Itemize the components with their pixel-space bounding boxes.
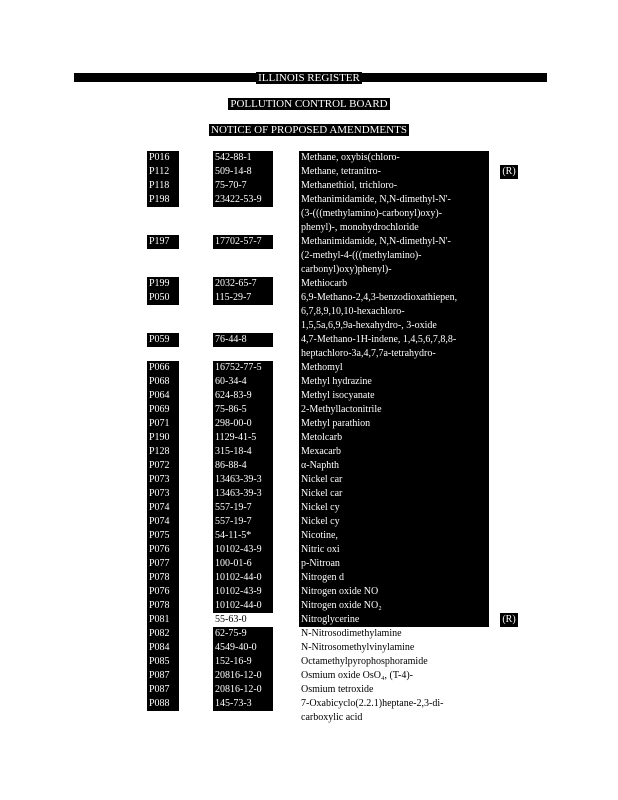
cas-number: 624-83-9 <box>213 389 273 403</box>
table-row <box>0 403 618 417</box>
substance-name-continuation: carboxylic acid <box>299 711 489 725</box>
substance-name: Osmium oxide OsO₄, (T-4)- <box>299 669 489 683</box>
cas-number: 23422-53-9 <box>213 193 273 207</box>
cas-number: 16752-77-5 <box>213 361 273 375</box>
substance-name-continuation: 6,7,8,9,10,10-hexachloro- <box>299 305 489 319</box>
waste-code: P084 <box>147 641 179 655</box>
waste-code: P082 <box>147 627 179 641</box>
substance-name: Osmium tetroxide <box>299 683 489 697</box>
waste-code: P076 <box>147 585 179 599</box>
substance-name: 2-Methyllactonitrile <box>299 403 489 417</box>
waste-code: P069 <box>147 403 179 417</box>
waste-code: P074 <box>147 515 179 529</box>
cas-number: 20816-12-0 <box>213 669 273 683</box>
substance-name: α-Naphth <box>299 459 489 473</box>
waste-code: P050 <box>147 291 179 305</box>
cas-number: 315-18-4 <box>213 445 273 459</box>
substance-name: Nickel car <box>299 487 489 501</box>
table-row <box>0 599 618 613</box>
cas-number: 115-29-7 <box>213 291 273 305</box>
table-row <box>0 571 618 585</box>
cas-number: 10102-44-0 <box>213 599 273 613</box>
waste-code: P078 <box>147 571 179 585</box>
waste-code: P076 <box>147 543 179 557</box>
waste-code: P066 <box>147 361 179 375</box>
table-row <box>0 179 618 193</box>
waste-code: P075 <box>147 529 179 543</box>
waste-code: P059 <box>147 333 179 347</box>
waste-code: P072 <box>147 459 179 473</box>
substance-name: Mexacarb <box>299 445 489 459</box>
cas-number: 557-19-7 <box>213 501 273 515</box>
cas-number: 55-63-0 <box>213 613 273 627</box>
cas-number: 75-86-5 <box>213 403 273 417</box>
substance-name: 6,9-Methano-2,4,3-benzodioxathiepen, <box>299 291 489 305</box>
substance-name: 7-Oxabicyclo(2.2.1)heptane-2,3-di- <box>299 697 489 711</box>
table-row <box>0 235 618 249</box>
notice-title-text: NOTICE OF PROPOSED AMENDMENTS <box>211 124 407 136</box>
waste-code: P088 <box>147 697 179 711</box>
substance-name-continuation: (3-(((methylamino)-carbonyl)oxy)- <box>299 207 489 221</box>
substance-name: Methanimidamide, N,N-dimethyl-N'- <box>299 235 489 249</box>
table-row <box>0 585 618 599</box>
table-row <box>0 613 618 627</box>
cas-number: 54-11-5* <box>213 529 273 543</box>
waste-code: P198 <box>147 193 179 207</box>
substance-name: Methanimidamide, N,N-dimethyl-N'- <box>299 193 489 207</box>
cas-number: 20816-12-0 <box>213 683 273 697</box>
substance-name: Nitroglycerine <box>299 613 489 627</box>
substance-name: p-Nitroan <box>299 557 489 571</box>
table-row <box>0 487 618 501</box>
substance-name-continuation: 1,5,5a,6,9,9a-hexahydro-, 3-oxide <box>299 319 489 333</box>
cas-number: 10102-43-9 <box>213 585 273 599</box>
table-row <box>0 543 618 557</box>
table-row <box>0 165 618 179</box>
register-title-text: ILLINOIS REGISTER <box>258 72 360 84</box>
table-row <box>0 445 618 459</box>
substance-name: Nitric oxi <box>299 543 489 557</box>
table-row <box>0 627 618 641</box>
cas-number: 17702-57-7 <box>213 235 273 249</box>
substance-name: Octamethylpyrophosphoramide <box>299 655 489 669</box>
cas-number: 10102-44-0 <box>213 571 273 585</box>
cas-number: 4549-40-0 <box>213 641 273 655</box>
cas-number: 86-88-4 <box>213 459 273 473</box>
table-row <box>0 431 618 445</box>
cas-number: 557-19-7 <box>213 515 273 529</box>
substance-name: Nickel car <box>299 473 489 487</box>
board-title-text: POLLUTION CONTROL BOARD <box>230 98 388 110</box>
waste-code: P087 <box>147 683 179 697</box>
substance-name: Methane, oxybis(chloro- <box>299 151 489 165</box>
table-row <box>0 683 618 697</box>
waste-code: P112 <box>147 165 179 179</box>
waste-code: P077 <box>147 557 179 571</box>
waste-code: P081 <box>147 613 179 627</box>
substance-name-continuation: heptachloro-3a,4,7,7a-tetrahydro- <box>299 347 489 361</box>
cas-number: 509-14-8 <box>213 165 273 179</box>
waste-code: P085 <box>147 655 179 669</box>
table-row <box>0 529 618 543</box>
table-row <box>0 501 618 515</box>
reactive-mark: (R) <box>500 165 518 179</box>
waste-code: P078 <box>147 599 179 613</box>
substance-name: Nickel cy <box>299 515 489 529</box>
table-row <box>0 515 618 529</box>
substance-name: Methyl parathion <box>299 417 489 431</box>
waste-code: P016 <box>147 151 179 165</box>
substance-name-continuation: phenyl)-, monohydrochloride <box>299 221 489 235</box>
substance-name: N-Nitrosodimethylamine <box>299 627 489 641</box>
table-row <box>0 417 618 431</box>
substance-name: Nitrogen oxide NO₂ <box>299 599 489 613</box>
board-title <box>0 98 618 110</box>
substance-name: Metolcarb <box>299 431 489 445</box>
waste-code: P073 <box>147 473 179 487</box>
cas-number: 1129-41-5 <box>213 431 273 445</box>
cas-number: 62-75-9 <box>213 627 273 641</box>
cas-number: 13463-39-3 <box>213 473 273 487</box>
table-row <box>0 291 618 305</box>
substance-name: 4,7-Methano-1H-indene, 1,4,5,6,7,8,8- <box>299 333 489 347</box>
table-row <box>0 389 618 403</box>
table-row <box>0 557 618 571</box>
table-row <box>0 697 618 711</box>
cas-number: 298-00-0 <box>213 417 273 431</box>
waste-code: P073 <box>147 487 179 501</box>
table-row <box>0 333 618 347</box>
table-row <box>0 277 618 291</box>
waste-code: P071 <box>147 417 179 431</box>
table-row <box>0 193 618 207</box>
waste-code: P068 <box>147 375 179 389</box>
table-row <box>0 151 618 165</box>
table-row <box>0 375 618 389</box>
waste-code: P128 <box>147 445 179 459</box>
notice-title <box>0 124 618 136</box>
table-row <box>0 669 618 683</box>
substance-name: Nickel cy <box>299 501 489 515</box>
table-row <box>0 655 618 669</box>
waste-code: P197 <box>147 235 179 249</box>
substance-name: Nicotine, <box>299 529 489 543</box>
substance-name-continuation: (2-methyl-4-(((methylamino)- <box>299 249 489 263</box>
register-title <box>0 72 618 84</box>
table-row <box>0 459 618 473</box>
cas-number: 13463-39-3 <box>213 487 273 501</box>
substance-name: Methanethiol, trichloro- <box>299 179 489 193</box>
cas-number: 542-88-1 <box>213 151 273 165</box>
substance-name: Methane, tetranitro- <box>299 165 489 179</box>
cas-number: 76-44-8 <box>213 333 273 347</box>
waste-code: P190 <box>147 431 179 445</box>
cas-number: 145-73-3 <box>213 697 273 711</box>
waste-code: P199 <box>147 277 179 291</box>
cas-number: 100-01-6 <box>213 557 273 571</box>
substance-name: Nitrogen d <box>299 571 489 585</box>
table-row <box>0 473 618 487</box>
cas-number: 2032-65-7 <box>213 277 273 291</box>
cas-number: 152-16-9 <box>213 655 273 669</box>
cas-number: 10102-43-9 <box>213 543 273 557</box>
waste-code: P064 <box>147 389 179 403</box>
waste-code: P118 <box>147 179 179 193</box>
table-row <box>0 641 618 655</box>
substance-name-continuation: carbonyl)oxy)phenyl)- <box>299 263 489 277</box>
cas-number: 60-34-4 <box>213 375 273 389</box>
waste-code: P087 <box>147 669 179 683</box>
cas-number: 75-70-7 <box>213 179 273 193</box>
substance-name: Methiocarb <box>299 277 489 291</box>
substance-name: Methyl isocyanate <box>299 389 489 403</box>
waste-code: P074 <box>147 501 179 515</box>
substance-name: Methomyl <box>299 361 489 375</box>
table-row <box>0 361 618 375</box>
substance-name: Methyl hydrazine <box>299 375 489 389</box>
reactive-mark: (R) <box>500 613 518 627</box>
substance-name: Nitrogen oxide NO <box>299 585 489 599</box>
substance-name: N-Nitrosomethylvinylamine <box>299 641 489 655</box>
